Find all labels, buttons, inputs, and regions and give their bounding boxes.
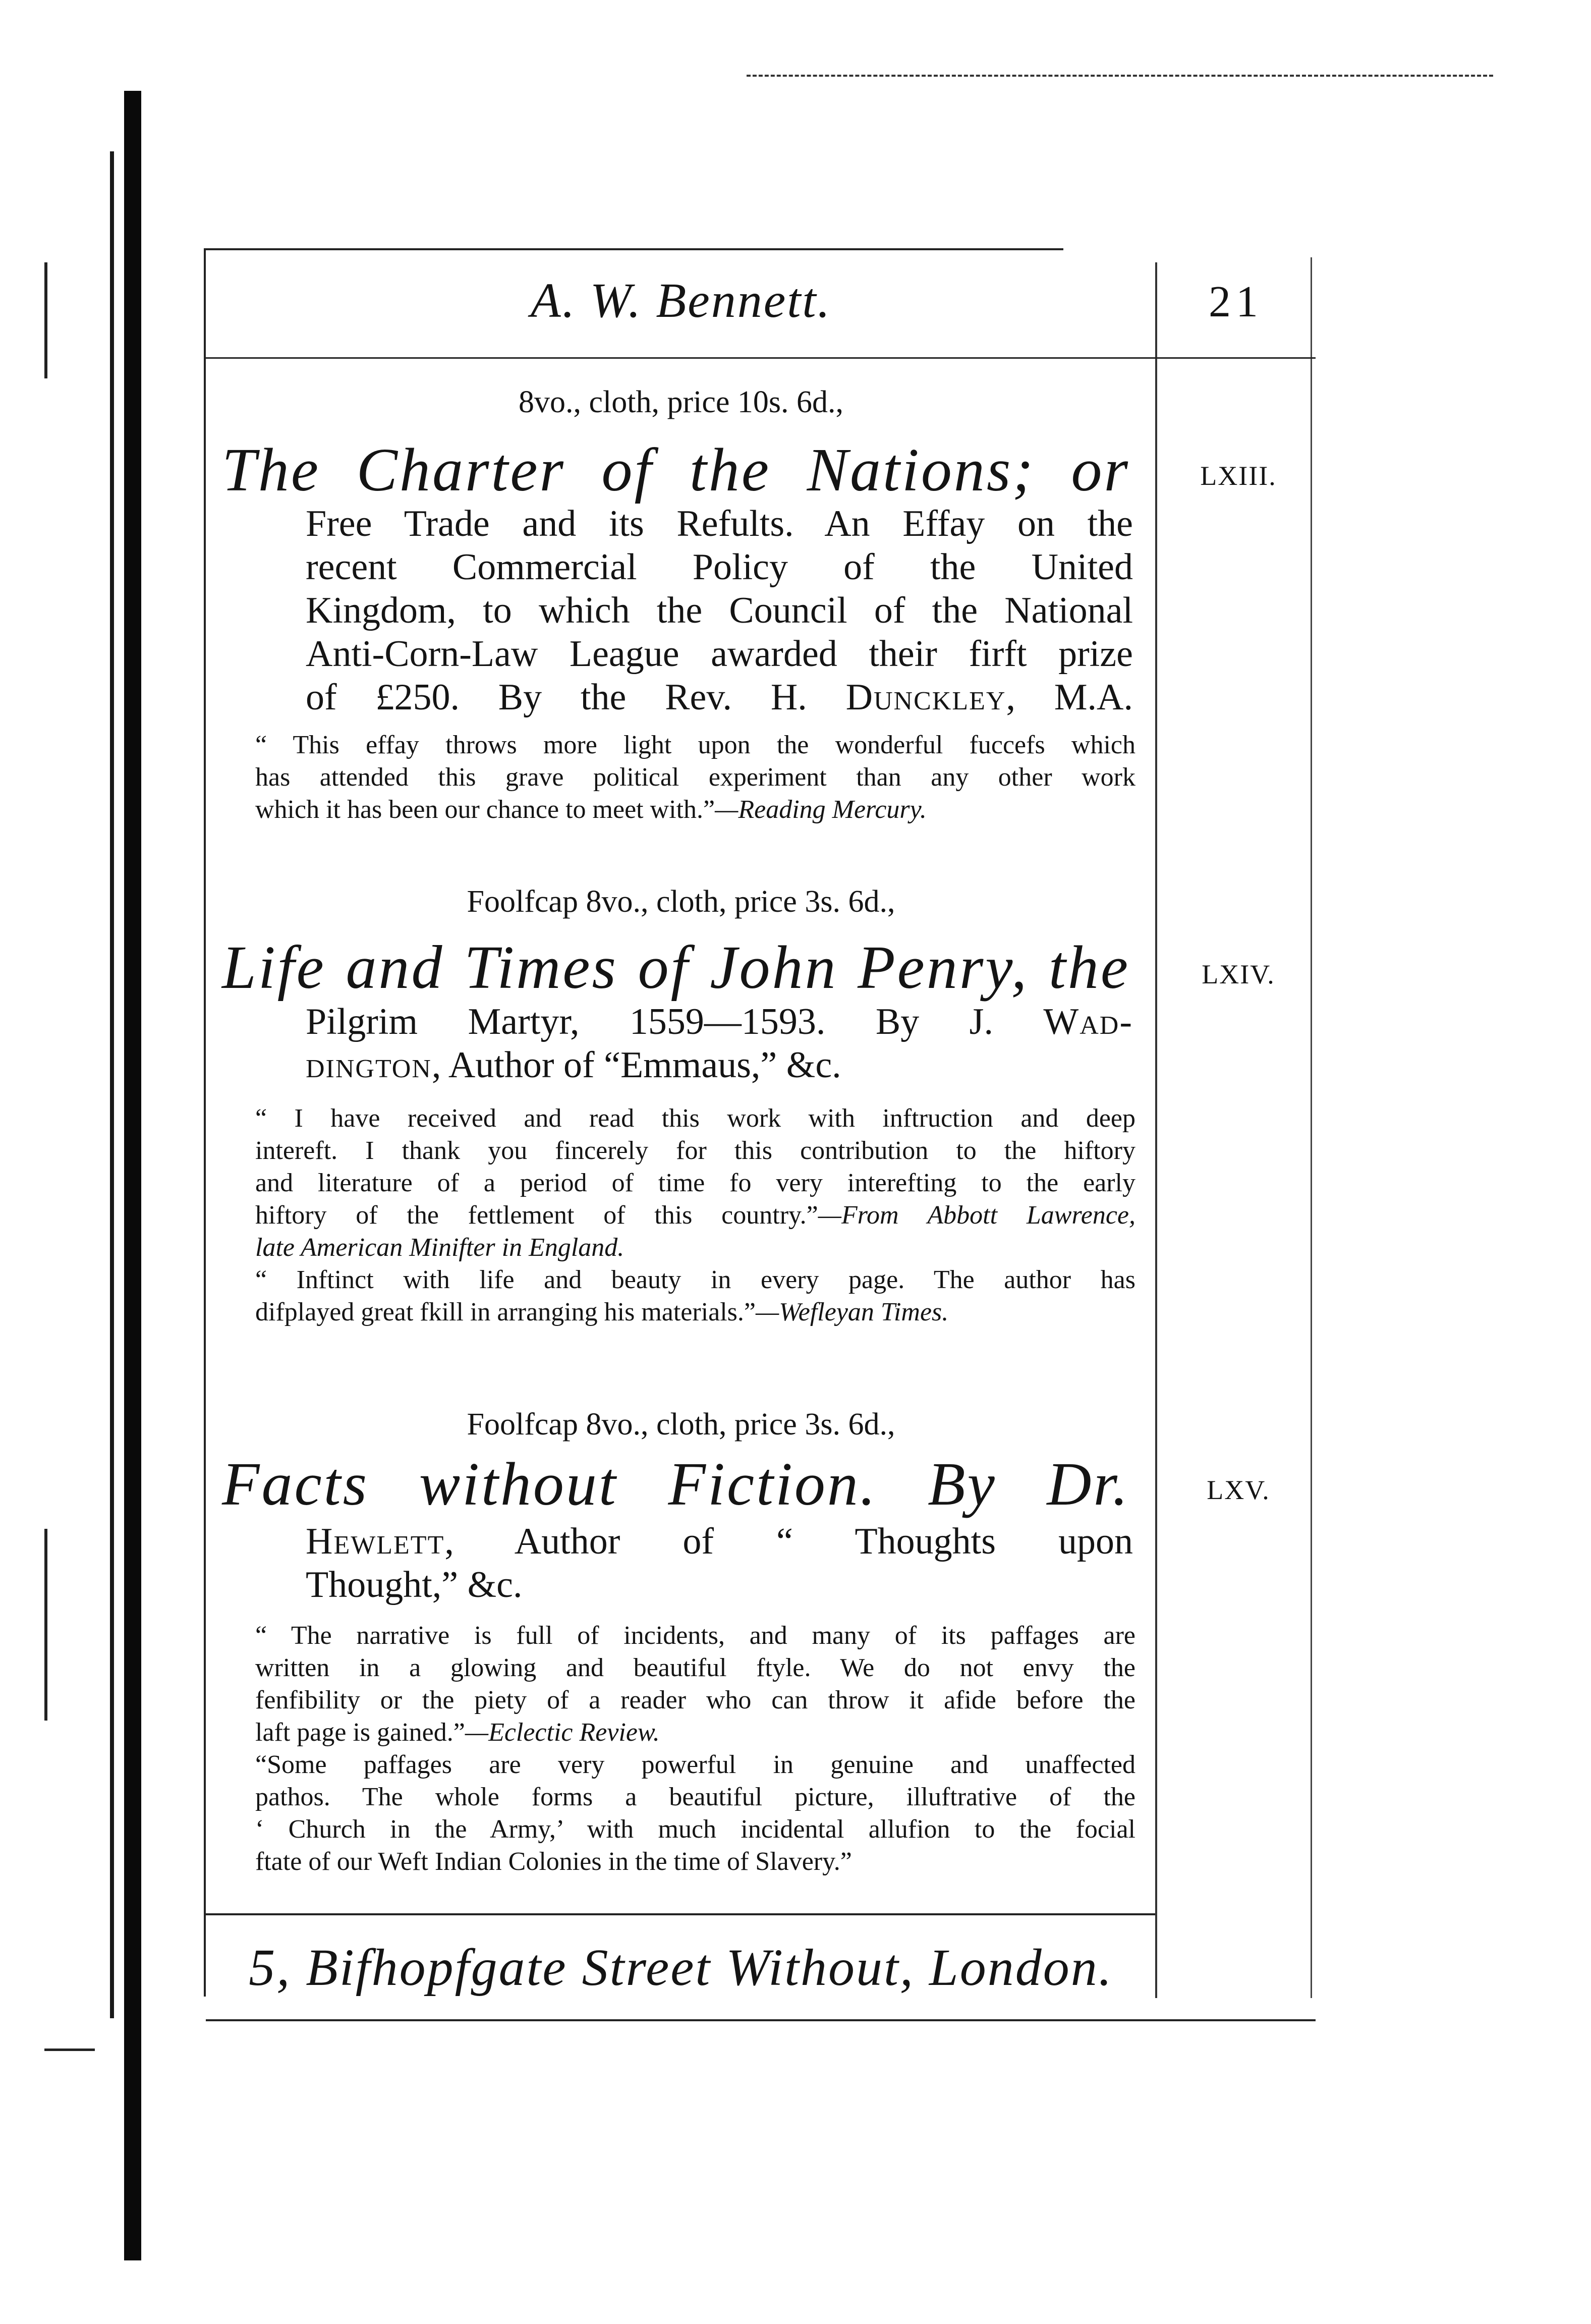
quote-text: difplayed great fkill in arranging his materials.”	[255, 1298, 756, 1326]
author-name: Hewlett	[306, 1521, 445, 1562]
quote-text: laft page is gained.”	[255, 1718, 465, 1747]
quote-line: “ This effay throws more light upon the wonderful fuccefs which	[255, 731, 1135, 759]
quote-line: intereft. I thank you fincerely for this contribution to the hiftory	[255, 1136, 1135, 1165]
scan-top-dashes	[747, 75, 1493, 77]
description-line: Kingdom, to which the Council of the National	[306, 590, 1133, 631]
book-description	[306, 1520, 1133, 1607]
scan-mark	[44, 262, 47, 378]
quote-line	[255, 1296, 1135, 1329]
description-line: Free Trade and its Refults. An Effay on the	[306, 503, 1133, 544]
frame-left-rule	[204, 248, 206, 1997]
quote-line: ‘ Church in the Army,’ with much incidental allufion to the focial	[255, 1815, 1135, 1844]
quote-source: —Eclectic Review.	[465, 1718, 660, 1747]
quote-line: fenfibility or the piety of a reader who can throw it afide before the	[255, 1686, 1135, 1714]
binding-edge	[124, 91, 141, 2260]
quote-line: written in a glowing and beautiful ftyle. We do not envy the	[255, 1653, 1135, 1682]
binding-shadow	[110, 151, 114, 2018]
frame-top-rule	[206, 248, 1063, 250]
scan-mark	[44, 1529, 47, 1721]
description-line: Thought,” &c.	[306, 1564, 523, 1606]
entry-number: LXIV.	[1202, 959, 1275, 989]
book-title: Life and Times of John Penry, the	[222, 933, 1130, 1002]
quote-line: “ The narrative is full of incidents, and many of its paffages are	[255, 1621, 1135, 1650]
quote-source: —From Abbott Lawrence,	[818, 1201, 1135, 1230]
author-name: Wad-	[1043, 1001, 1133, 1042]
description-text: , M.A.	[1006, 677, 1133, 718]
author-name: Dunckley	[845, 677, 1006, 718]
description-text: Pilgrim Martyr, 1559—1593. By J.	[306, 1001, 1044, 1042]
description-text: of £250. By the Rev. H.	[306, 677, 846, 718]
header-bottom-rule	[206, 357, 1316, 359]
publisher-address: 5, Bifhopfgate Street Without, London.	[249, 1939, 1113, 1997]
quote-line	[255, 1717, 1135, 1749]
price-line: Foolfcap 8vo., cloth, price 3s. 6d.,	[467, 1407, 895, 1442]
quote-line: “ I have received and read this work with inftruction and deep	[255, 1104, 1135, 1133]
description-line	[306, 676, 1133, 719]
quote-source: —Wefleyan Times.	[756, 1298, 949, 1326]
author-name: dington	[306, 1044, 432, 1086]
footer-top-rule	[206, 1913, 1155, 1915]
quote-line: “Some paffages are very powerful in genuine and unaffected	[255, 1750, 1135, 1779]
frame-right-rule	[1155, 262, 1157, 1998]
quote-text: which it has been our chance to meet with.”	[255, 795, 715, 824]
book-description	[306, 502, 1133, 719]
review-quote	[255, 1102, 1135, 1329]
quote-line	[255, 794, 1135, 826]
entry-number: LXV.	[1207, 1475, 1270, 1505]
entry-number: LXIII.	[1200, 461, 1277, 491]
review-quote	[255, 729, 1135, 826]
description-line	[306, 1000, 1133, 1043]
description-text: , Author of “Emmaus,” &c.	[431, 1044, 841, 1086]
description-text: , Author of “ Thoughts upon	[444, 1521, 1133, 1562]
description-line: recent Commercial Policy of the United	[306, 546, 1133, 588]
quote-line: “ Inftinct with life and beauty in every page. The author has	[255, 1265, 1135, 1294]
running-head: A. W. Bennett.	[530, 273, 832, 328]
quote-source: —Reading Mercury.	[715, 795, 927, 824]
scan-mark	[44, 2049, 95, 2051]
quote-line	[255, 1199, 1135, 1232]
book-title: The Charter of the Nations; or	[222, 436, 1130, 504]
book-description	[306, 1000, 1133, 1087]
quote-line: pathos. The whole forms a beautiful picture, illuftrative of the	[255, 1783, 1135, 1811]
description-line: Anti-Corn-Law League awarded their firft prize	[306, 633, 1133, 675]
review-quote	[255, 1620, 1135, 1878]
description-line	[306, 1043, 1133, 1087]
quote-line: and literature of a period of time fo very interefting to the early	[255, 1169, 1135, 1197]
book-title: Facts without Fiction. By Dr.	[222, 1450, 1130, 1518]
description-line	[306, 1520, 1133, 1563]
footer-bottom-rule	[206, 2019, 1316, 2021]
quote-source: late American Minifter in England.	[255, 1233, 624, 1262]
quote-text: hiftory of the fettlement of this country.”	[255, 1201, 818, 1230]
quote-line: ftate of our Weft Indian Colonies in the time of Slavery.”	[255, 1847, 852, 1876]
page-number: 21	[1209, 278, 1263, 326]
frame-right-outer-rule	[1311, 257, 1312, 1998]
quote-line: has attended this grave political experiment than any other work	[255, 763, 1135, 792]
price-line: 8vo., cloth, price 10s. 6d.,	[518, 385, 843, 419]
price-line: Foolfcap 8vo., cloth, price 3s. 6d.,	[467, 884, 895, 919]
